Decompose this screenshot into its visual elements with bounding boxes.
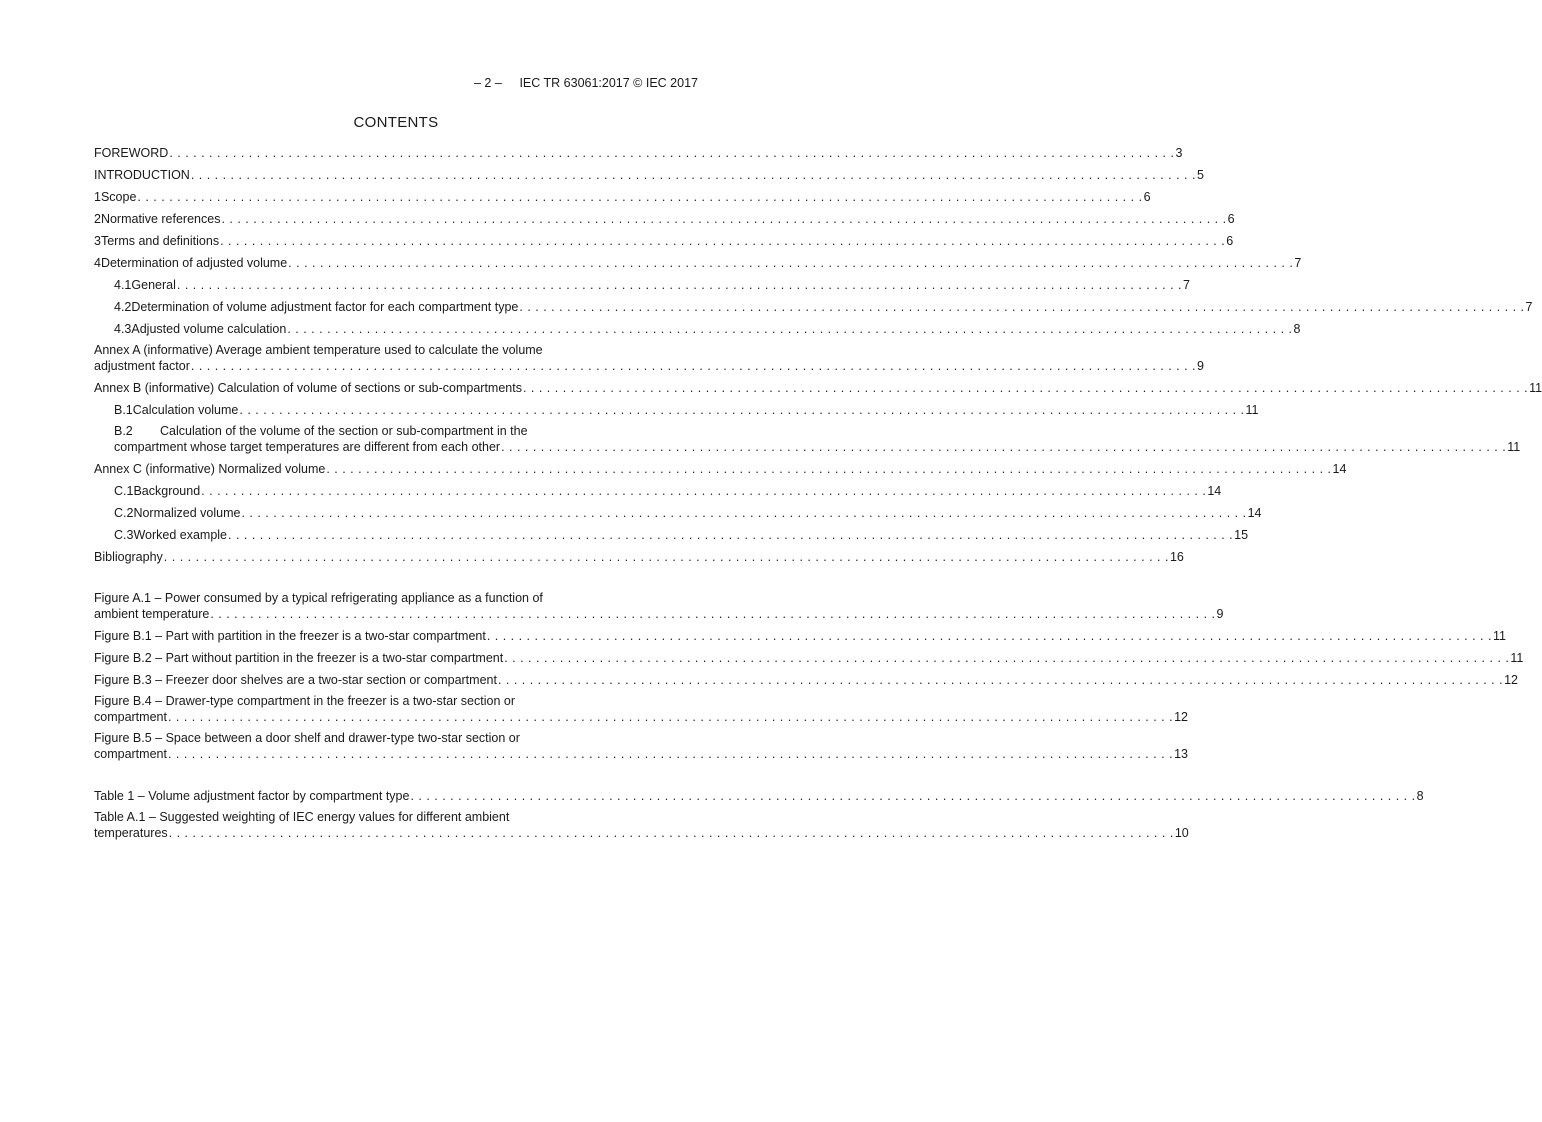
entry-title: Annex B (informative) Calculation of volume of sections or sub-compartments <box>94 381 522 395</box>
entry-number: 4.2 <box>114 300 132 314</box>
dot-leader: . . . . . . . . . . . . . . . . . . . . . . . . . . . . . . . . . . . . . . . . . . . . . . . . . . . . . . . . . . . . . . . . . . . . . . . . . . . . . . . . . . . . . . . . . . . . . . . . . . . . . . . . . . . . . . . . . . . . . . . . . . . . . . . <box>167 710 1174 724</box>
entry-page-number: 14 <box>1332 462 1347 476</box>
entry-line <box>94 145 1183 161</box>
entry-page-number: 3 <box>1175 146 1183 160</box>
entry-line <box>94 461 1347 477</box>
entry-line <box>94 709 1189 725</box>
dot-leader: . . . . . . . . . . . . . . . . . . . . . . . . . . . . . . . . . . . . . . . . . . . . . . . . . . . . . . . . . . . . . . . . . . . . . . . . . . . . . . . . . . . . . . . . . . . . . . . . . . . . . . . . . . . . . . . . . . . . . . . . . . . . . . . <box>326 462 1332 476</box>
dot-leader: . . . . . . . . . . . . . . . . . . . . . . . . . . . . . . . . . . . . . . . . . . . . . . . . . . . . . . . . . . . . . . . . . . . . . . . . . . . . . . . . . . . . . . . . . . . . . . . . . . . . . . . . . . . . . . . . . . . . . . . . . . . . . . . <box>168 826 1174 840</box>
entry-page-number: 6 <box>1226 234 1234 248</box>
entry-line <box>94 628 1506 644</box>
entry-title: Figure B.2 – Part without partition in the freezer is a two-star compartment <box>94 651 504 665</box>
toc-entry[interactable] <box>94 167 1204 183</box>
toc-entry[interactable] <box>94 277 1190 293</box>
entry-title: Figure A.1 – Power consumed by a typical refrigerating appliance as a function of <box>94 591 543 605</box>
toc-entry[interactable] <box>94 343 1204 374</box>
toc-entry[interactable] <box>94 255 1302 271</box>
figure-entry[interactable] <box>94 731 1189 762</box>
entry-title: Terms and definitions <box>100 234 220 248</box>
dot-leader: . . . . . . . . . . . . . . . . . . . . . . . . . . . . . . . . . . . . . . . . . . . . . . . . . . . . . . . . . . . . . . . . . . . . . . . . . . . . . . . . . . . . . . . . . . . . . . . . . . . . . . . . . . . . . . . . . . . . . . . . . . . . . . . <box>167 747 1174 761</box>
dot-leader: . . . . . . . . . . . . . . . . . . . . . . . . . . . . . . . . . . . . . . . . . . . . . . . . . . . . . . . . . . . . . . . . . . . . . . . . . . . . . . . . . . . . . . . . . . . . . . . . . . . . . . . . . . . . . . . . . . . . . . . . . . . . . . . <box>137 190 1143 204</box>
dot-leader: . . . . . . . . . . . . . . . . . . . . . . . . . . . . . . . . . . . . . . . . . . . . . . . . . . . . . . . . . . . . . . . . . . . . . . . . . . . . . . . . . . . . . . . . . . . . . . . . . . . . . . . . . . . . . . . . . . . . . . . . . . . . . . . <box>201 484 1207 498</box>
dot-leader: . . . . . . . . . . . . . . . . . . . . . . . . . . . . . . . . . . . . . . . . . . . . . . . . . . . . . . . . . . . . . . . . . . . . . . . . . . . . . . . . . . . . . . . . . . . . . . . . . . . . . . . . . . . . . . . . . . . . . . . . . . . . . . . <box>410 789 1416 803</box>
toc-entry[interactable] <box>94 189 1151 205</box>
entry-title: INTRODUCTION <box>94 168 190 182</box>
entry-number: 2 <box>94 212 101 226</box>
entry-line <box>94 233 1234 249</box>
entry-line <box>94 825 1189 841</box>
dot-leader: . . . . . . . . . . . . . . . . . . . . . . . . . . . . . . . . . . . . . . . . . . . . . . . . . . . . . . . . . . . . . . . . . . . . . . . . . . . . . . . . . . . . . . . . . . . . . . . . . . . . . . . . . . . . . . . . . . . . . . . . . . . . . . . <box>522 381 1529 395</box>
entry-title-continuation: temperatures <box>94 826 168 840</box>
entry-line <box>94 527 1249 543</box>
toc-entry[interactable] <box>94 505 1262 521</box>
entry-line <box>94 211 1235 227</box>
entry-page-number: 14 <box>1247 506 1262 520</box>
entry-title-continuation: ambient temperature <box>94 607 210 621</box>
entry-title: Normalized volume <box>133 506 241 520</box>
toc-entry[interactable] <box>94 424 1521 455</box>
entry-page-number: 10 <box>1174 826 1189 840</box>
entry-line <box>94 746 1189 762</box>
dot-leader: . . . . . . . . . . . . . . . . . . . . . . . . . . . . . . . . . . . . . . . . . . . . . . . . . . . . . . . . . . . . . . . . . . . . . . . . . . . . . . . . . . . . . . . . . . . . . . . . . . . . . . . . . . . . . . . . . . . . . . . . . . . . . . . <box>221 212 1227 226</box>
entry-page-number: 11 <box>1245 403 1259 417</box>
entry-line <box>94 189 1151 205</box>
entry-line <box>94 358 1204 374</box>
entry-title: Scope <box>100 190 137 204</box>
entry-page-number: 7 <box>1294 256 1302 270</box>
dot-leader: . . . . . . . . . . . . . . . . . . . . . . . . . . . . . . . . . . . . . . . . . . . . . . . . . . . . . . . . . . . . . . . . . . . . . . . . . . . . . . . . . . . . . . . . . . . . . . . . . . . . . . . . . . . . . . . . . . . . . . . . . . . . . . . <box>228 528 1234 542</box>
entry-title: Adjusted volume calculation <box>131 322 287 336</box>
dot-leader: . . . . . . . . . . . . . . . . . . . . . . . . . . . . . . . . . . . . . . . . . . . . . . . . . . . . . . . . . . . . . . . . . . . . . . . . . . . . . . . . . . . . . . . . . . . . . . . . . . . . . . . . . . . . . . . . . . . . . . . . . . . . . . . <box>288 256 1294 270</box>
entry-page-number: 9 <box>1197 359 1204 373</box>
toc-entry[interactable] <box>94 402 1259 418</box>
entry-title-line <box>94 731 698 746</box>
entry-page-number: 11 <box>1492 629 1506 643</box>
entry-title: Table A.1 – Suggested weighting of IEC energy values for different ambient <box>94 810 510 824</box>
page-header <box>94 76 698 92</box>
entry-number: 3 <box>94 234 101 248</box>
document-reference: IEC TR 63061:2017 © IEC 2017 <box>519 76 698 90</box>
dot-leader: . . . . . . . . . . . . . . . . . . . . . . . . . . . . . . . . . . . . . . . . . . . . . . . . . . . . . . . . . . . . . . . . . . . . . . . . . . . . . . . . . . . . . . . . . . . . . . . . . . . . . . . . . . . . . . . . . . . . . . . . . . . . . . . <box>241 506 1247 520</box>
entry-title: Figure B.1 – Part with partition in the freezer is a two-star compartment <box>94 629 486 643</box>
section-gap <box>94 768 698 788</box>
entry-title: Table 1 – Volume adjustment factor by compartment type <box>94 789 410 803</box>
entry-title-line <box>94 424 698 439</box>
entry-title: Worked example <box>133 528 228 542</box>
entry-number: B.1 <box>114 403 133 417</box>
table-entry[interactable] <box>94 810 1189 841</box>
entry-line <box>94 650 1524 666</box>
entry-page-number: 13 <box>1174 747 1189 761</box>
entry-page-number: 12 <box>1174 710 1189 724</box>
table-entry[interactable] <box>94 788 1424 804</box>
entry-title-continuation: adjustment factor <box>94 359 190 373</box>
entry-number: C.2 <box>114 506 134 520</box>
entry-title: Calculation of the volume of the section or sub-compartment in the <box>160 424 528 438</box>
toc-entry[interactable] <box>94 211 1235 227</box>
entry-title-continuation: compartment <box>94 710 167 724</box>
entry-title: Determination of volume adjustment factor for each compartment type <box>131 300 519 314</box>
table-of-contents <box>94 145 1542 847</box>
entry-title-line <box>94 591 698 606</box>
entry-page-number: 11 <box>1507 440 1521 454</box>
entry-page-number: 7 <box>1525 300 1533 314</box>
entry-number: C.3 <box>114 528 134 542</box>
toc-entry[interactable] <box>94 321 1301 337</box>
entry-title: Annex A (informative) Average ambient temperature used to calculate the volume <box>94 343 543 357</box>
entry-line <box>94 483 1222 499</box>
dot-leader: . . . . . . . . . . . . . . . . . . . . . . . . . . . . . . . . . . . . . . . . . . . . . . . . . . . . . . . . . . . . . . . . . . . . . . . . . . . . . . . . . . . . . . . . . . . . . . . . . . . . . . . . . . . . . . . . . . . . . . . . . . . . . . . <box>504 651 1510 665</box>
dot-leader: . . . . . . . . . . . . . . . . . . . . . . . . . . . . . . . . . . . . . . . . . . . . . . . . . . . . . . . . . . . . . . . . . . . . . . . . . . . . . . . . . . . . . . . . . . . . . . . . . . . . . . . . . . . . . . . . . . . . . . . . . . . . . . . <box>239 403 1245 417</box>
figure-entry[interactable] <box>94 694 1189 725</box>
entry-page-number: 9 <box>1216 607 1224 621</box>
entry-line <box>94 505 1262 521</box>
page-title: CONTENTS <box>353 114 439 131</box>
dot-leader: . . . . . . . . . . . . . . . . . . . . . . . . . . . . . . . . . . . . . . . . . . . . . . . . . . . . . . . . . . . . . . . . . . . . . . . . . . . . . . . . . . . . . . . . . . . . . . . . . . . . . . . . . . . . . . . . . . . . . . . . . . . . . . . <box>210 607 1216 621</box>
dot-leader: . . . . . . . . . . . . . . . . . . . . . . . . . . . . . . . . . . . . . . . . . . . . . . . . . . . . . . . . . . . . . . . . . . . . . . . . . . . . . . . . . . . . . . . . . . . . . . . . . . . . . . . . . . . . . . . . . . . . . . . . . . . . . . . <box>220 234 1226 248</box>
entry-page-number: 5 <box>1196 168 1204 182</box>
entry-line <box>94 277 1190 293</box>
entry-title: Background <box>133 484 201 498</box>
dot-leader: . . . . . . . . . . . . . . . . . . . . . . . . . . . . . . . . . . . . . . . . . . . . . . . . . . . . . . . . . . . . . . . . . . . . . . . . . . . . . . . . . . . . . . . . . . . . . . . . . . . . . . . . . . . . . . . . . . . . . . . . . . . . . . . <box>501 440 1507 454</box>
toc-entry[interactable] <box>94 233 1234 249</box>
toc-entry[interactable] <box>94 483 1222 499</box>
entry-number: 4 <box>94 256 101 270</box>
entry-title: Calculation volume <box>132 403 239 417</box>
toc-entry[interactable] <box>94 527 1249 543</box>
entry-title: Bibliography <box>94 550 163 564</box>
entry-title: Normative references <box>100 212 221 226</box>
entry-page-number: 15 <box>1234 528 1249 542</box>
figure-entry[interactable] <box>94 591 1224 622</box>
section-gap <box>94 571 698 591</box>
entry-page-number: 8 <box>1416 789 1424 803</box>
entry-page-number: 14 <box>1207 484 1222 498</box>
entry-number: 4.1 <box>114 278 132 292</box>
dot-leader: . . . . . . . . . . . . . . . . . . . . . . . . . . . . . . . . . . . . . . . . . . . . . . . . . . . . . . . . . . . . . . . . . . . . . . . . . . . . . . . . . . . . . . . . . . . . . . . . . . . . . . . . . . . . . . . . . . . . . . . . . . . . . . . <box>176 278 1183 292</box>
entry-line <box>94 672 1519 688</box>
figure-entry[interactable] <box>94 628 1506 644</box>
entry-title: General <box>131 278 176 292</box>
entry-title: Annex C (informative) Normalized volume <box>94 462 326 476</box>
entry-line <box>94 321 1301 337</box>
entry-number: 4.3 <box>114 322 132 336</box>
dot-leader: . . . . . . . . . . . . . . . . . . . . . . . . . . . . . . . . . . . . . . . . . . . . . . . . . . . . . . . . . . . . . . . . . . . . . . . . . . . . . . . . . . . . . . . . . . . . . . . . . . . . . . . . . . . . . . . . . . . . . . . . . . . . . . . <box>287 322 1293 336</box>
entry-title-line <box>94 810 698 825</box>
entry-line <box>94 788 1424 804</box>
entry-page-number: 6 <box>1143 190 1151 204</box>
toc-entry[interactable] <box>94 461 1347 477</box>
toc-entry[interactable] <box>94 549 1184 565</box>
entry-page-number: 8 <box>1293 322 1301 336</box>
entry-title: Figure B.4 – Drawer-type compartment in the freezer is a two-star section or <box>94 694 515 708</box>
entry-number: B.2 <box>114 424 133 438</box>
toc-entry[interactable] <box>94 380 1542 396</box>
entry-page-number: 16 <box>1169 550 1184 564</box>
entry-title-line <box>94 343 698 358</box>
entry-page-number: 7 <box>1183 278 1190 292</box>
dot-leader: . . . . . . . . . . . . . . . . . . . . . . . . . . . . . . . . . . . . . . . . . . . . . . . . . . . . . . . . . . . . . . . . . . . . . . . . . . . . . . . . . . . . . . . . . . . . . . . . . . . . . . . . . . . . . . . . . . . . . . . . . . . . . . . <box>163 550 1169 564</box>
entry-title: FOREWORD <box>94 146 169 160</box>
entry-page-number: 6 <box>1227 212 1235 226</box>
entry-title: Determination of adjusted volume <box>100 256 288 270</box>
entry-title: Figure B.5 – Space between a door shelf and drawer-type two-star section or <box>94 731 520 745</box>
entry-line <box>94 402 1259 418</box>
entry-title: Figure B.3 – Freezer door shelves are a two-star section or compartment <box>94 673 497 687</box>
entry-line <box>94 255 1302 271</box>
entry-page-number: 12 <box>1504 673 1519 687</box>
entry-title-continuation: compartment <box>94 747 167 761</box>
dot-leader: . . . . . . . . . . . . . . . . . . . . . . . . . . . . . . . . . . . . . . . . . . . . . . . . . . . . . . . . . . . . . . . . . . . . . . . . . . . . . . . . . . . . . . . . . . . . . . . . . . . . . . . . . . . . . . . . . . . . . . . . . . . . . . . <box>169 146 1175 160</box>
dot-leader: . . . . . . . . . . . . . . . . . . . . . . . . . . . . . . . . . . . . . . . . . . . . . . . . . . . . . . . . . . . . . . . . . . . . . . . . . . . . . . . . . . . . . . . . . . . . . . . . . . . . . . . . . . . . . . . . . . . . . . . . . . . . . . . <box>519 300 1525 314</box>
entry-line <box>94 549 1184 565</box>
figure-entry[interactable] <box>94 650 1524 666</box>
entry-title-line <box>94 694 698 709</box>
page-number: – 2 – <box>474 76 502 90</box>
dot-leader: . . . . . . . . . . . . . . . . . . . . . . . . . . . . . . . . . . . . . . . . . . . . . . . . . . . . . . . . . . . . . . . . . . . . . . . . . . . . . . . . . . . . . . . . . . . . . . . . . . . . . . . . . . . . . . . . . . . . . . . . . . . . . . . <box>486 629 1492 643</box>
entry-line <box>94 439 1521 455</box>
toc-entry[interactable] <box>94 145 1183 161</box>
entry-page-number: 11 <box>1529 381 1542 395</box>
entry-number: C.1 <box>114 484 134 498</box>
dot-leader: . . . . . . . . . . . . . . . . . . . . . . . . . . . . . . . . . . . . . . . . . . . . . . . . . . . . . . . . . . . . . . . . . . . . . . . . . . . . . . . . . . . . . . . . . . . . . . . . . . . . . . . . . . . . . . . . . . . . . . . . . . . . . . . <box>190 168 1196 182</box>
entry-number: 1 <box>94 190 101 204</box>
figure-entry[interactable] <box>94 672 1519 688</box>
dot-leader: . . . . . . . . . . . . . . . . . . . . . . . . . . . . . . . . . . . . . . . . . . . . . . . . . . . . . . . . . . . . . . . . . . . . . . . . . . . . . . . . . . . . . . . . . . . . . . . . . . . . . . . . . . . . . . . . . . . . . . . . . . . . . . . <box>190 359 1197 373</box>
dot-leader: . . . . . . . . . . . . . . . . . . . . . . . . . . . . . . . . . . . . . . . . . . . . . . . . . . . . . . . . . . . . . . . . . . . . . . . . . . . . . . . . . . . . . . . . . . . . . . . . . . . . . . . . . . . . . . . . . . . . . . . . . . . . . . . <box>497 673 1504 687</box>
entry-line <box>94 380 1542 396</box>
entry-line <box>94 606 1224 622</box>
toc-entry[interactable] <box>94 299 1533 315</box>
entry-title-continuation: compartment whose target temperatures are different from each other <box>114 440 501 454</box>
entry-line <box>94 299 1533 315</box>
entry-line <box>94 167 1204 183</box>
entry-page-number: 11 <box>1510 651 1524 665</box>
